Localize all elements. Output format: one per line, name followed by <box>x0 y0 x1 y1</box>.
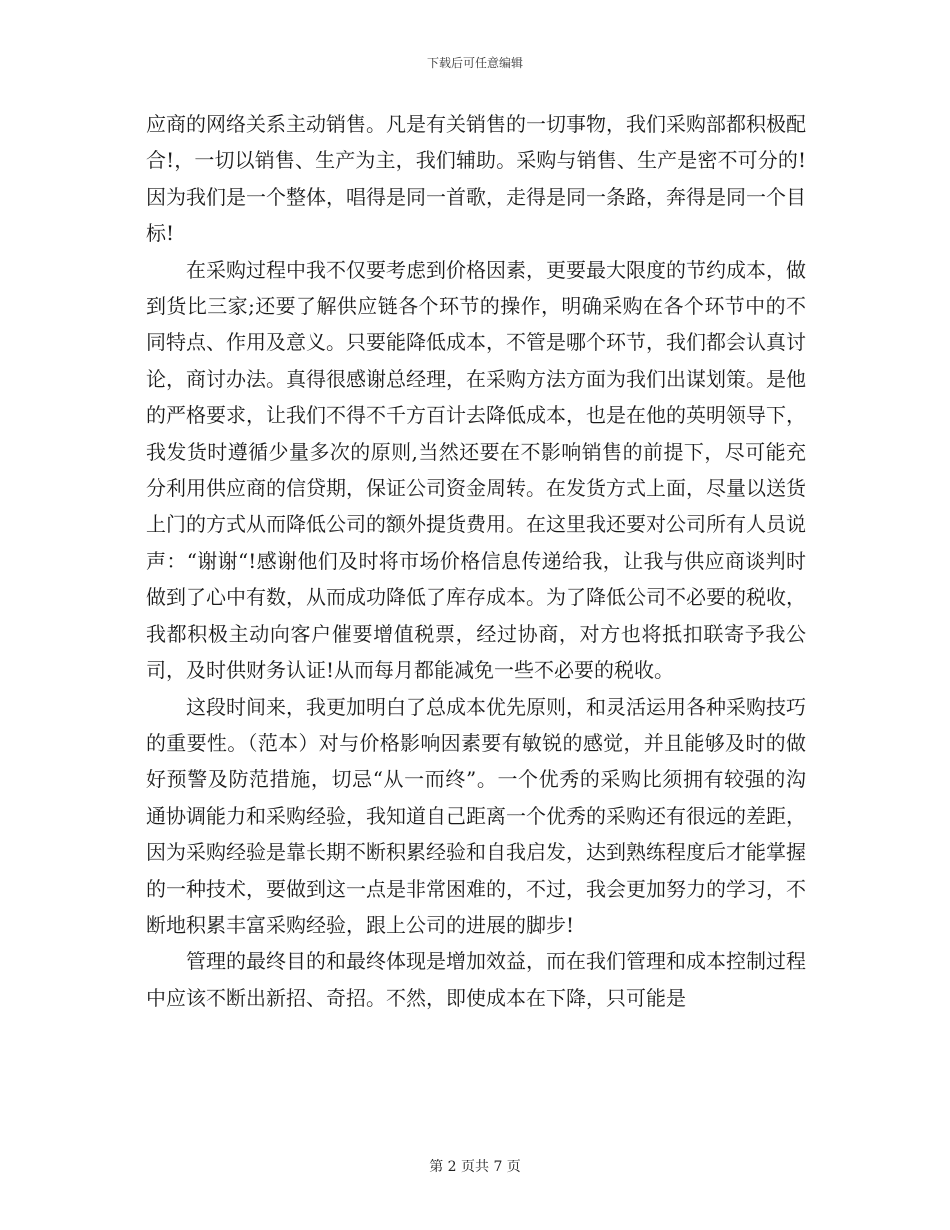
page-header: 下载后可任意编辑 <box>426 56 523 70</box>
paragraph-cost-priority: 这段时间来，我更加明白了总成本优先原则，和灵活运用各种采购技巧的重要性。（范本）对与价格影响因素要有敏锐的感觉，并且能够及时的做好预警及防范措施，切忌“从一而终”。一个优秀的采购比须拥有较强的沟通协调能力和采购经验，我知道自己距离一个优秀的采购还有很远的差距，因为采购经验是靠长期不断积累经验和自我启发，达到熟练程度后才能掌握的一种技术，要做到这一点是非常困难的，不过，我会更加努力的学习，不断地积累丰富采购经验，跟上公司的进展的脚步! <box>146 694 806 937</box>
document-body <box>146 106 806 1016</box>
page-number: 第 2 页共 7 页 <box>429 1159 521 1175</box>
paragraph-management-goal: 管理的最终目的和最终体现是增加效益，而在我们管理和成本控制过程中应该不断出新招、奇招。不然，即使成本在下降，只可能是 <box>146 949 806 1010</box>
paragraph-procurement-cost: 在采购过程中我不仅要考虑到价格因素，更要最大限度的节约成本，做到货比三家;还要了解供应链各个环节的操作，明确采购在各个环节中的不同特点、作用及意义。只要能降低成本，不管是哪个环节，我们都会认真讨论，商讨办法。真得很感谢总经理，在采购方法方面为我们出谋划策。是他的严格要求，让我们不得不千方百计去降低成本，也是在他的英明领导下，我发货时遵循少量多次的原则,当然还要在不影响销售的前提下，尽可能充分利用供应商的信贷期，保证公司资金周转。在发货方式上面，尽量以送货上门的方式从而降低公司的额外提货费用。在这里我还要对公司所有人员说声：“谢谢“!感谢他们及时将市场价格信息传递给我，让我与供应商谈判时做到了心中有数，从而成功降低了库存成本。为了降低公司不必要的税收，我都积极主动向客户催要增值税票，经过协商，对方也将抵扣联寄予我公司，及时供财务认证!从而每月都能减免一些不必要的税收。 <box>146 257 806 683</box>
paragraph-continued: 应商的网络关系主动销售。凡是有关销售的一切事物，我们采购部都积极配合!，一切以销售、生产为主，我们辅助。采购与销售、生产是密不可分的!因为我们是一个整体，唱得是同一首歌，走得是同一条路，奔得是同一个目标! <box>146 112 806 246</box>
